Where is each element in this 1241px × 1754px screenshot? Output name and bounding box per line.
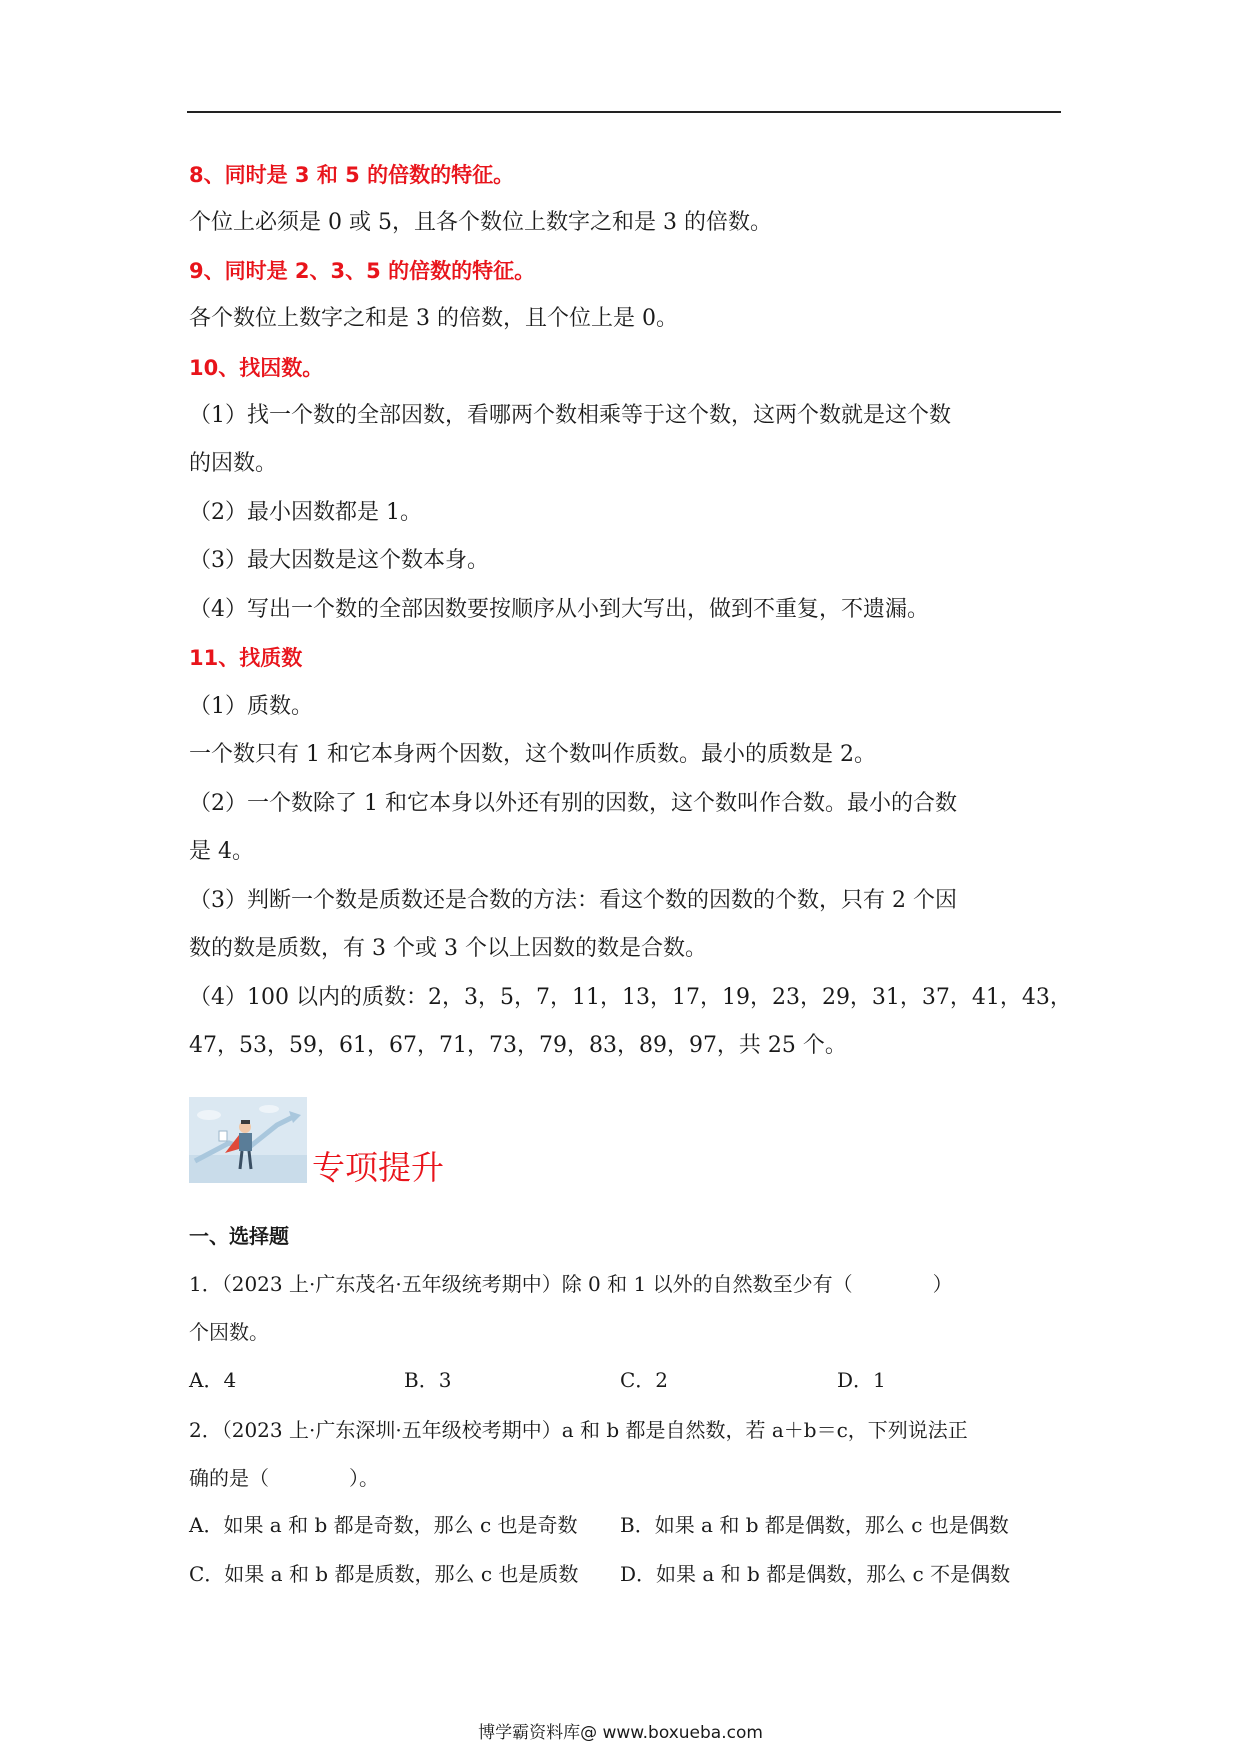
section-title: 一、选择题 [189, 1224, 289, 1248]
option-d: D．1 [837, 1368, 886, 1392]
text-line: （3）判断一个数是质数还是合数的方法：看这个数的因数的个数，只有 2 个因 [189, 888, 957, 913]
option-b: B．如果 a 和 b 都是偶数，那么 c 也是偶数 [620, 1513, 1009, 1537]
text-line: 的因数。 [189, 451, 278, 476]
option-c: C．2 [620, 1368, 669, 1392]
heading-10: 10、找因数。 [189, 356, 324, 380]
option-a: A．4 [189, 1368, 237, 1392]
heading-8: 8、同时是 3 和 5 的倍数的特征。 [189, 163, 515, 187]
heading-9: 9、同时是 2、3、5 的倍数的特征。 [189, 259, 536, 283]
banner-illustration [189, 1097, 307, 1183]
header-rule [187, 111, 1061, 113]
option-b: B．3 [404, 1368, 452, 1392]
question-2-line: 2．（2023 上·广东深圳·五年级校考期中）a 和 b 都是自然数，若 a＋b＝c，下列说法正 [189, 1418, 968, 1442]
banner-title: 专项提升 [312, 1148, 444, 1187]
text-line: （1）找一个数的全部因数，看哪两个数相乘等于这个数，这两个数就是这个数 [189, 403, 951, 428]
text-line: （1）质数。 [189, 694, 313, 719]
text-line: （2）一个数除了 1 和它本身以外还有别的因数，这个数叫作合数。最小的合数 [189, 791, 957, 816]
text-line: 是 4。 [189, 839, 254, 864]
option-c: C．如果 a 和 b 都是质数，那么 c 也是质数 [189, 1562, 579, 1586]
option-d: D．如果 a 和 b 都是偶数，那么 c 不是偶数 [620, 1562, 1011, 1586]
question-1-line: 1．（2023 上·广东茂名·五年级统考期中）除 0 和 1 以外的自然数至少有（ ） [189, 1272, 953, 1296]
heading-11: 11、找质数 [189, 646, 303, 670]
text-line: （2）最小因数都是 1。 [189, 500, 422, 525]
text-line: 数的数是质数，有 3 个或 3 个以上因数的数是合数。 [189, 936, 707, 961]
text-line: 47，53，59，61，67，71，73，79，83，89，97，共 25 个。 [189, 1033, 847, 1058]
text-line: （4）100 以内的质数：2，3，5，7，11，13，17，19，23，29，31，37，41，43， [189, 985, 1072, 1010]
option-a: A．如果 a 和 b 都是奇数，那么 c 也是奇数 [189, 1513, 578, 1537]
footer-watermark: 博学霸资料库@ www.boxueba.com [478, 1723, 763, 1743]
text-line: 各个数位上数字之和是 3 的倍数，且个位上是 0。 [189, 306, 678, 331]
question-1-line: 个因数。 [189, 1320, 269, 1344]
text-line: 一个数只有 1 和它本身两个因数，这个数叫作质数。最小的质数是 2。 [189, 742, 876, 767]
text-line: （4）写出一个数的全部因数要按顺序从小到大写出，做到不重复，不遗漏。 [189, 597, 929, 622]
text-line: （3）最大因数是这个数本身。 [189, 548, 489, 573]
text-line: 个位上必须是 0 或 5，且各个数位上数字之和是 3 的倍数。 [189, 210, 772, 235]
question-2-line: 确的是（ ）。 [189, 1466, 379, 1490]
